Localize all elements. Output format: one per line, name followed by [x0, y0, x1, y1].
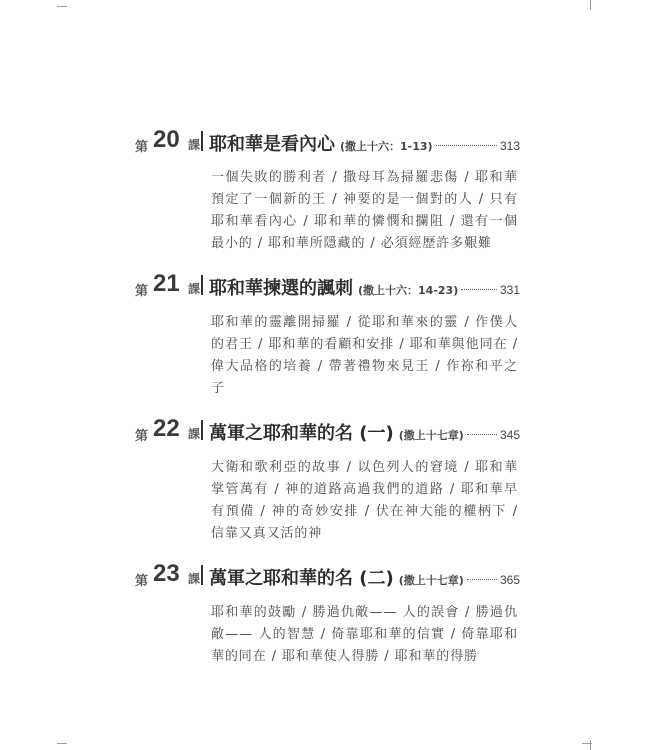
table-of-contents [135, 126, 520, 668]
crop-mark-top-right [590, 0, 591, 10]
heading-divider [201, 131, 203, 151]
heading-divider [201, 420, 203, 440]
lesson-suffix: 課 [188, 138, 201, 152]
title-row [209, 130, 520, 156]
scripture-reference: (撒上十七章) [398, 574, 464, 587]
title-row [209, 274, 520, 300]
lesson-number: 21 [153, 270, 180, 297]
lesson-topics: 耶和華的鼓勵 / 勝過仇敵—— 人的誤會 / 勝過仇敵—— 人的智慧 / 倚靠耶和華的信實 / 倚靠耶和華的同在 / 耶和華使人得勝 / 耶和華的得勝 [211, 605, 518, 664]
heading-divider [201, 565, 203, 585]
toc-entry-21 [135, 270, 520, 400]
lesson-prefix: 第 [135, 284, 149, 299]
crop-mark-bottom-right-v [590, 740, 591, 750]
crop-mark-top-left [57, 6, 67, 7]
dot-leader [467, 434, 497, 435]
page-number: 365 [499, 573, 520, 587]
entry-heading [135, 270, 520, 306]
entry-heading [135, 415, 520, 451]
lesson-title: 耶和華是看內心 [209, 134, 335, 155]
lesson-number: 23 [153, 560, 180, 587]
scripture-reference: (撒上十六：14-23) [358, 284, 459, 297]
dot-leader [467, 579, 497, 580]
toc-entry-23 [135, 560, 520, 668]
lesson-prefix: 第 [135, 574, 149, 589]
dot-leader [461, 289, 497, 290]
scripture-reference: (撒上十六：1-13) [340, 140, 433, 153]
toc-entry-22 [135, 415, 520, 545]
heading-divider [201, 275, 203, 295]
lesson-prefix: 第 [135, 429, 149, 444]
page-number: 313 [499, 139, 520, 153]
lesson-topics: 大衛和歌利亞的故事 / 以色列人的窘境 / 耶和華掌管萬有 / 神的道路高過我們的道路 / 耶和華早有預備 / 神的奇妙安排 / 伏在神大能的權柄下 / 信靠又真又活的神 [211, 460, 518, 541]
title-row [209, 564, 520, 590]
title-row [209, 419, 520, 445]
lesson-title: 萬軍之耶和華的名 (一) [209, 423, 394, 444]
lesson-suffix: 課 [188, 282, 201, 296]
crop-mark-bottom-left [57, 743, 67, 744]
entry-heading [135, 560, 520, 596]
lesson-prefix: 第 [135, 140, 149, 155]
dot-leader [436, 145, 497, 146]
page-number: 345 [499, 428, 520, 442]
lesson-suffix: 課 [188, 572, 201, 586]
lesson-suffix: 課 [188, 427, 201, 441]
scripture-reference: (撒上十七章) [398, 429, 464, 442]
lesson-number: 22 [153, 415, 180, 442]
lesson-title: 耶和華揀選的諷刺 [209, 278, 353, 299]
lesson-topics: 耶和華的靈離開掃羅 / 從耶和華來的靈 / 作僕人的君王 / 耶和華的看顧和安排 / 耶和華與他同在 / 偉大品格的培養 / 帶著禮物來見王 / 作祢和平之子 [211, 315, 518, 396]
lesson-topics: 一個失敗的勝利者 / 撒母耳為掃羅悲傷 / 耶和華預定了一個新的王 / 神要的是一個對的人 / 只有耶和華看內心 / 耶和華的憐憫和攔阻 / 還有一個最小的 / 耶和華所隱藏的 / 必須經歷許多艱難 [211, 170, 518, 251]
page-number: 331 [499, 283, 520, 297]
lesson-title: 萬軍之耶和華的名 (二) [209, 568, 394, 589]
lesson-number: 20 [153, 126, 180, 153]
toc-entry-20 [135, 126, 520, 255]
entry-heading [135, 126, 520, 162]
